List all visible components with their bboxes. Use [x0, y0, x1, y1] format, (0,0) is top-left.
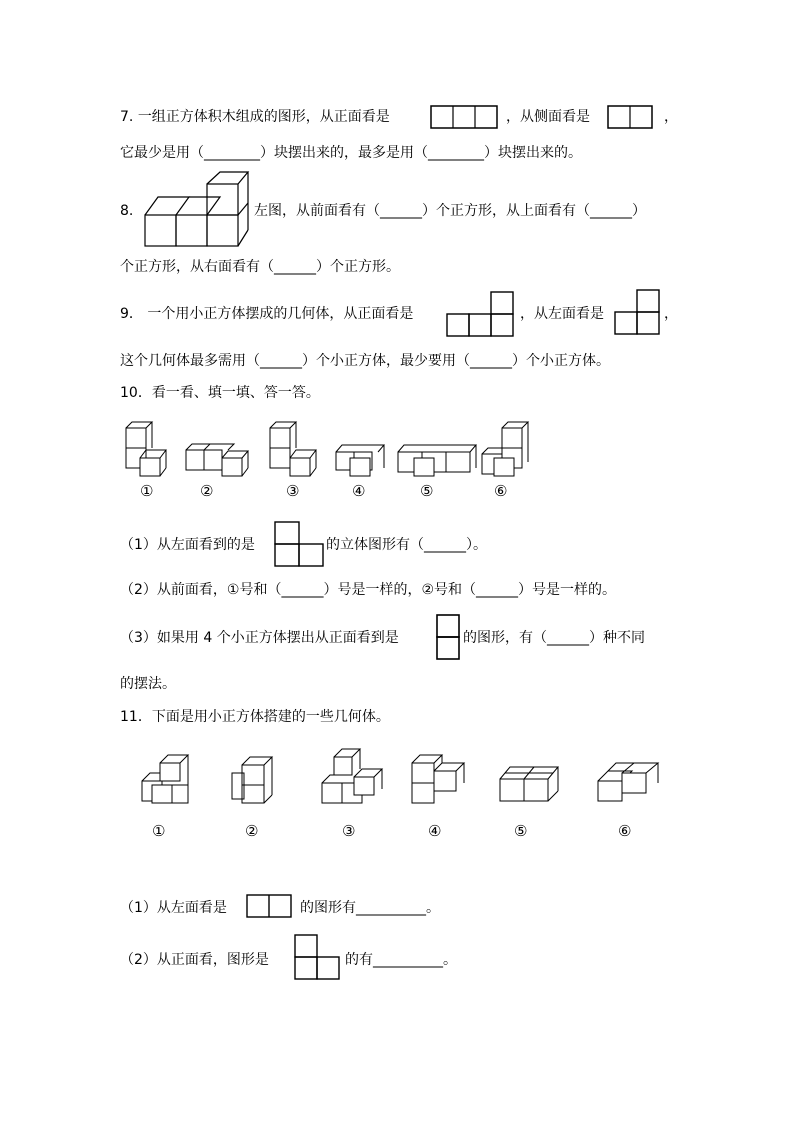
q9-text-1: 一个用小正方体摆成的几何体，从正面看是 — [147, 306, 414, 322]
q11-part2-text-b: 的有__________。 — [345, 952, 457, 968]
q8-line1: 左图，从前面看有（______）个正方形，从上面看有（______） — [254, 203, 646, 219]
q11-label-3: ③ — [342, 822, 356, 840]
q10-label-5: ⑤ — [420, 482, 434, 500]
q10-part1-text-a: （1）从左面看到的是 — [120, 537, 255, 553]
q8-line2: 个正方形，从右面看有（______）个正方形。 — [120, 259, 400, 275]
q7-side-view-figure — [607, 105, 653, 129]
q9-front-view-figure — [446, 290, 516, 338]
q11-part2-view-figure — [294, 934, 340, 980]
q10-title: 10．看一看、填一填、答一答。 — [120, 385, 320, 401]
q11-part2-text-a: （2）从正面看，图形是 — [120, 952, 269, 968]
q10-figures — [118, 418, 558, 478]
q9-left-view-figure — [614, 288, 662, 336]
q11-label-6: ⑥ — [618, 822, 632, 840]
q9-line1 — [120, 304, 413, 324]
q11-title: 11．下面是用小正方体搭建的一些几何体。 — [120, 709, 390, 725]
q10-label-2: ② — [200, 482, 214, 500]
q11-part1-text-b: 的图形有__________。 — [300, 900, 440, 916]
q9-text-2: ，从左面看是 — [520, 306, 604, 322]
q10-part1-text-b: 的立体图形有（______）。 — [326, 537, 487, 553]
q11-figures — [130, 745, 670, 810]
q10-label-1: ① — [140, 482, 154, 500]
q10-part1-view-figure — [274, 520, 324, 568]
q10-part3-text-c: 的摆法。 — [120, 676, 176, 692]
q10-label-6: ⑥ — [494, 482, 508, 500]
q11-label-1: ① — [152, 822, 166, 840]
q7-text-1: 一组正方体积木组成的图形，从正面看是 — [137, 109, 390, 125]
q10-part3-text-b: 的图形，有（______）种不同 — [463, 630, 645, 646]
q10-label-4: ④ — [352, 482, 366, 500]
q7-text-2: ，从侧面看是 — [506, 109, 590, 125]
q9-number: 9． — [120, 306, 143, 322]
q8-number: 8. — [120, 203, 134, 219]
q7-line2: 它最少是用（________）块摆出来的，最多是用（________）块摆出来的。 — [120, 145, 582, 161]
q11-label-4: ④ — [428, 822, 442, 840]
q11-label-5: ⑤ — [514, 822, 528, 840]
q7-line1 — [120, 107, 390, 127]
q10-part2: （2）从前面看，①号和（______）号是一样的，②号和（______）号是一样的。 — [120, 582, 617, 598]
q10-part3-view-figure — [436, 613, 462, 663]
q11-part1-view-figure — [246, 894, 292, 918]
q10-part3-text-a: （3）如果用 4 个小正方体摆出从正面看到是 — [120, 630, 399, 646]
q8-cube-figure — [142, 170, 252, 250]
q9-line2: 这个几何体最多需用（______）个小正方体，最少要用（______）个小正方体。 — [120, 353, 610, 369]
q9-text-3: ， — [664, 306, 678, 322]
q11-part1-text-a: （1）从左面看是 — [120, 900, 227, 916]
q7-number: 7. — [120, 109, 134, 125]
q10-label-3: ③ — [286, 482, 300, 500]
q11-label-2: ② — [245, 822, 259, 840]
q7-front-view-figure — [430, 105, 498, 129]
q7-text-3: ， — [664, 109, 678, 125]
